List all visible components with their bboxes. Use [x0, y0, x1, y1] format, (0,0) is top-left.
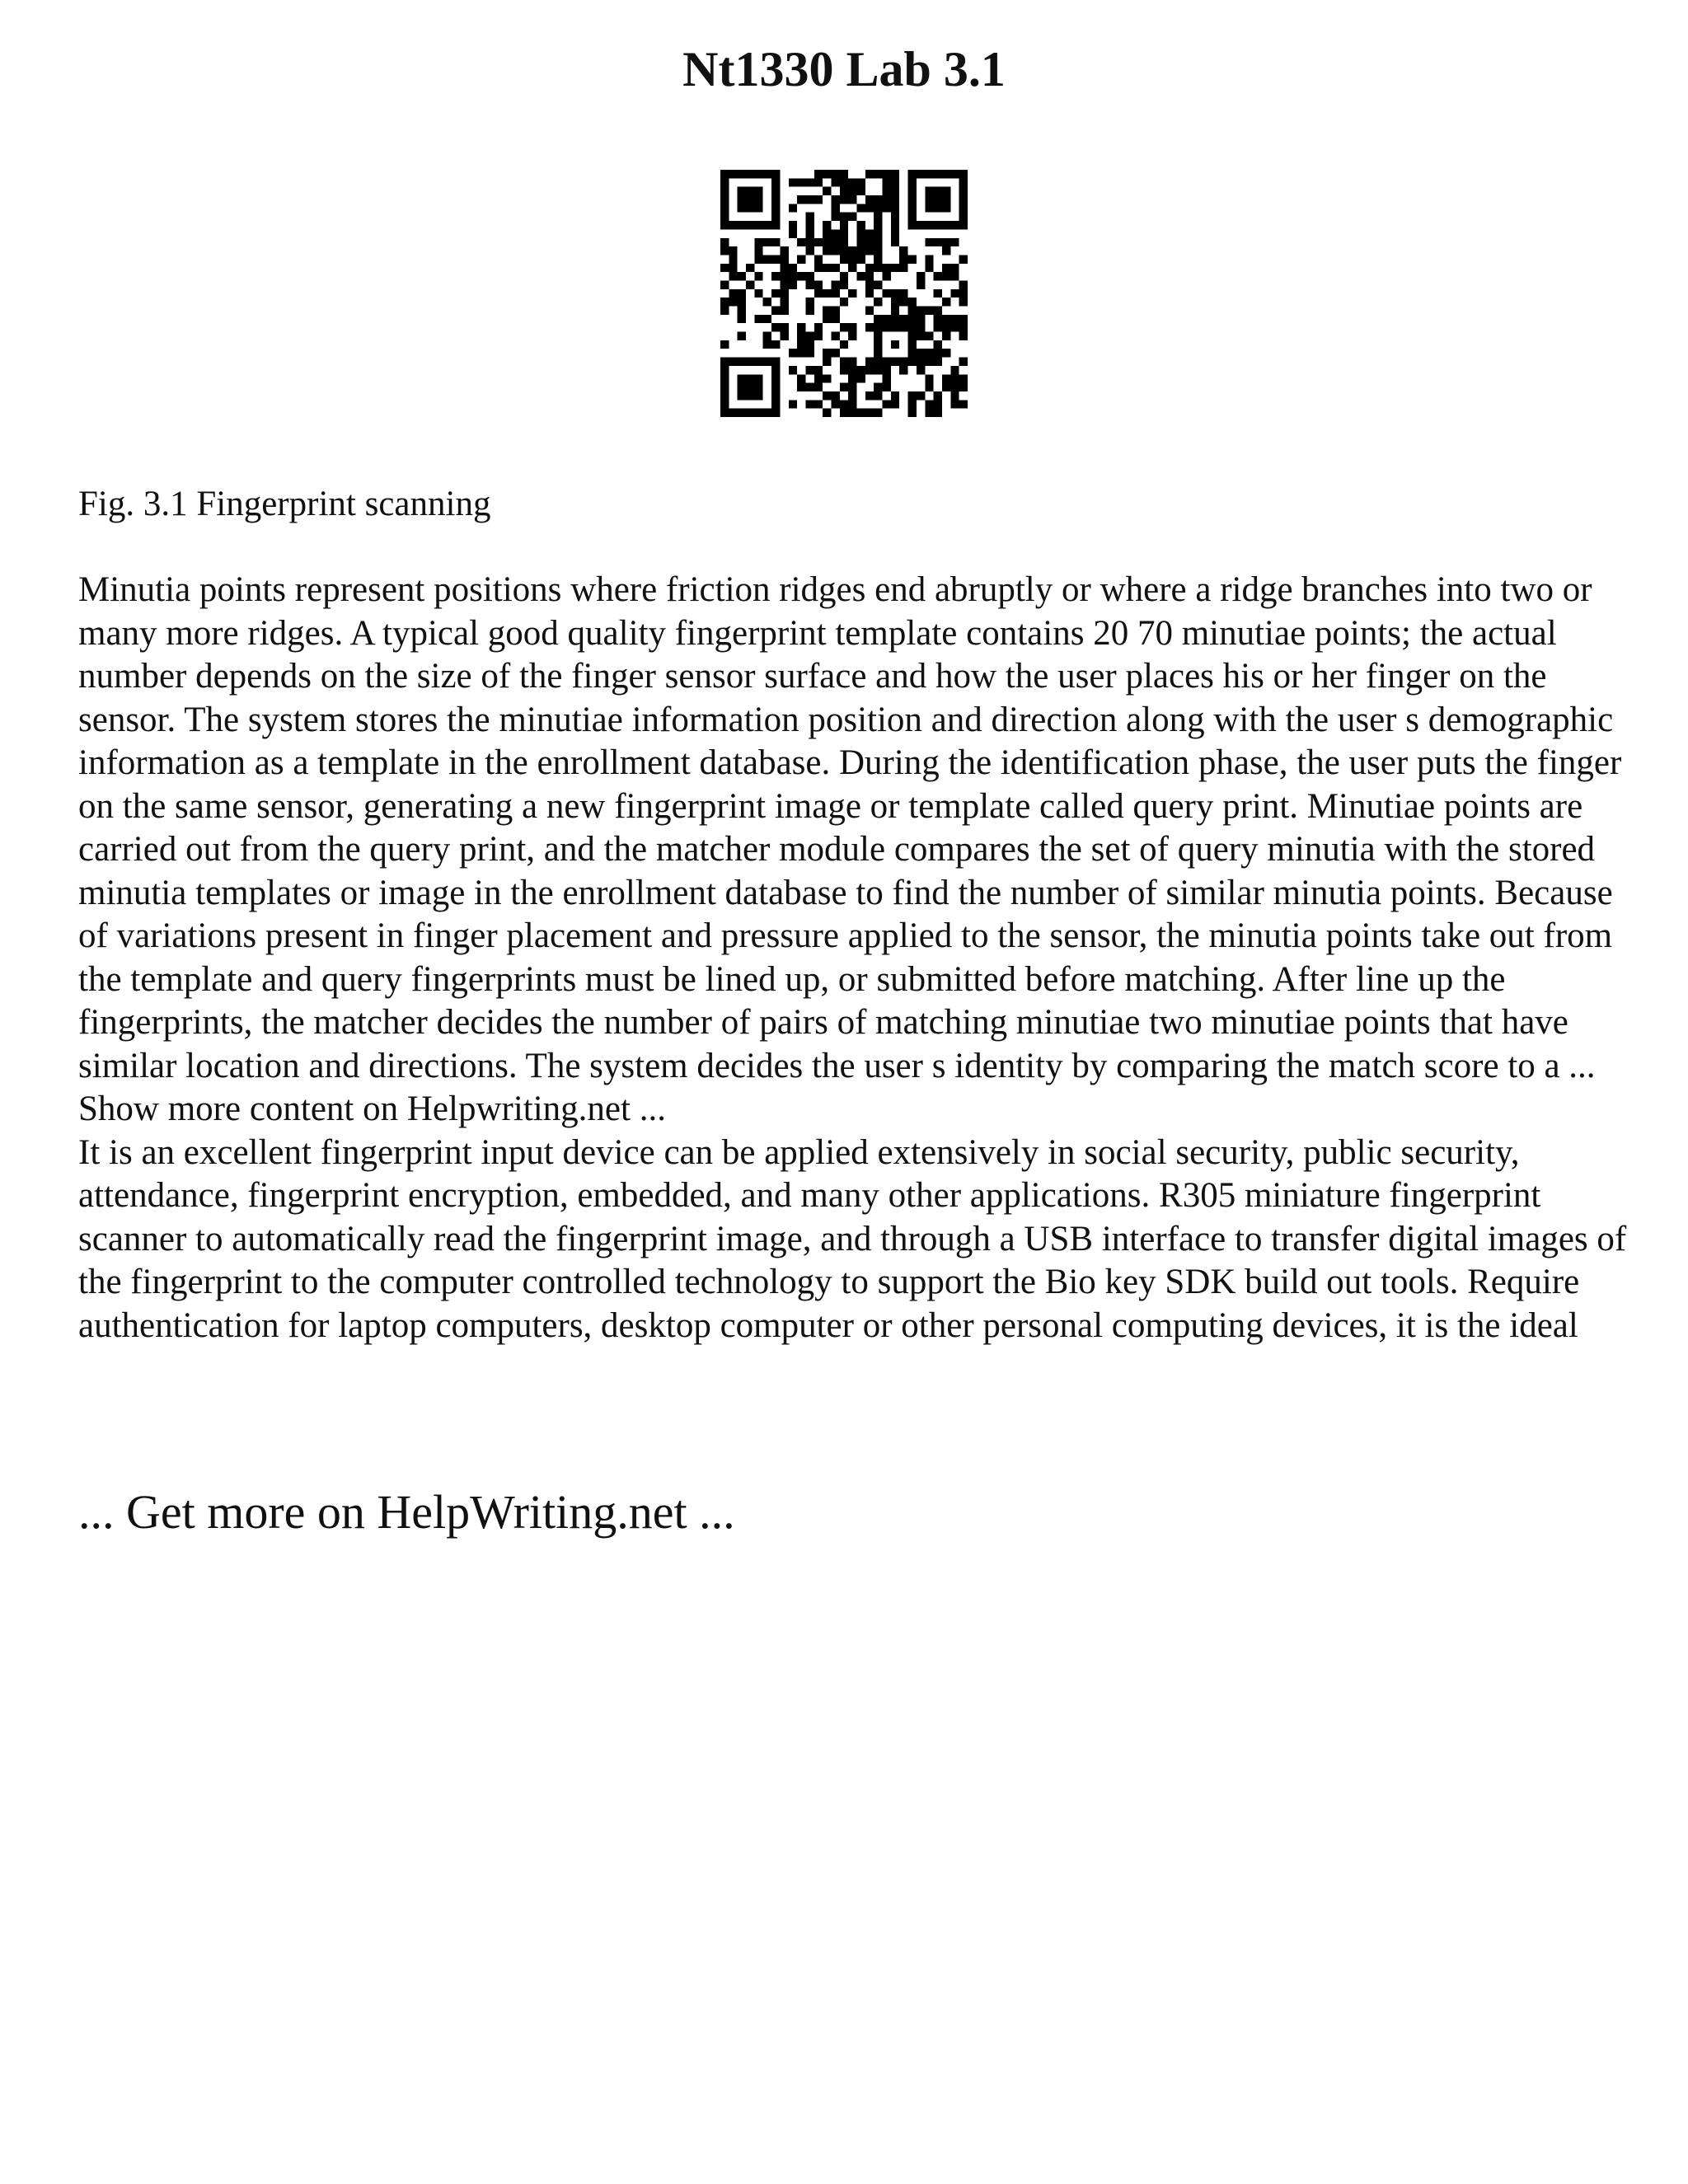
page-title: Nt1330 Lab 3.1: [682, 42, 1006, 96]
paragraph: Minutia points represent positions where friction ridges end abruptly or where a ridge branches into two or many more ridges. A typical good quality fingerprint template contains 20 70 minutiae points; the actual number depends on the size of the finger sensor surface and how the user places his or her finger on the sensor. The system stores the minutiae information position and direction along with the user s demographic information as a template in the enrollment database. During the identification phase, the user puts the finger on the same sensor, generating a new fingerprint image or template called query print. Minutiae points are carried out from the query print, and the matcher module compares the set of query minutia with the stored minutia templates or image in the enrollment database to find the number of similar minutia points. Because of variations present in finger placement and pressure applied to the sensor, the minutia points take out from the template and query fingerprints must be lined up, or submitted before matching. After line up the fingerprints, the matcher decides the number of pairs of matching minutiae two minutiae points that have similar location and directions. The system decides the user s identity by comparing the match score to a ... Show more content on Helpwriting.net ...: [78, 570, 1622, 1128]
qr-code-icon: [720, 170, 968, 417]
figure-caption: Fig. 3.1 Fingerprint scanning: [78, 485, 491, 523]
article-body: [78, 569, 1628, 1347]
paragraph: It is an excellent fingerprint input device can be applied extensively in social security, public security, attendance, fingerprint encryption, embedded, and many other applications. R305 miniature fingerprint scanner to automatically read the fingerprint image, and through a USB interface to transfer digital images of the fingerprint to the computer controlled technology to support the Bio key SDK build out tools. Require authentication for laptop computers, desktop computer or other personal computing devices, it is the ideal: [78, 1132, 1627, 1345]
get-more-link[interactable]: ... Get more on HelpWriting.net ...: [78, 1485, 735, 1539]
